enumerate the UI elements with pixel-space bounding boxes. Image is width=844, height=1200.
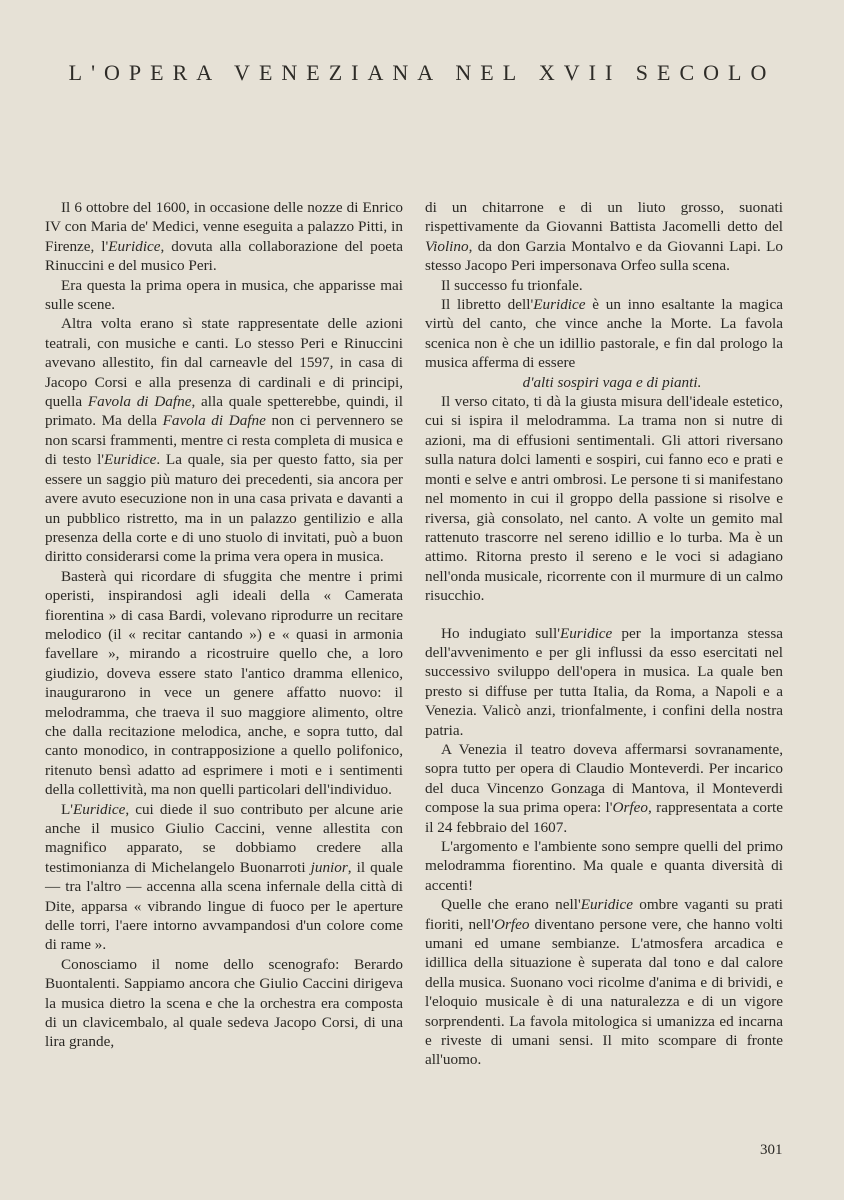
paragraph [425, 295, 783, 373]
left-column [45, 198, 403, 1052]
text-segment: Basterà qui ricordare di sfuggita che mentre i primi operisti, inspirandosi agli ideali della « Camerata fiorentina » di casa Bardi, volevano riprodurre un recitare melodico (il « recitar cantando ») e « quasi in armonia favellare », mirando a ricostruire quello che, a loro giudizio, doveva essere stato l'antico dramma ellenico, inaugurarono in vece un genere affatto nuovo: il melodramma, che traeva il suo maggiore alimento, oltre che dalla recitazione melodica, anche, e sopra tutto, dal canto monodico, in contrapposizione a quello polifonico, ritenuto bensì adatto ad esprimere i moti e i sentimenti della collettività, ma non quelli particolari dell'individuo. [45, 567, 403, 799]
italic-text: Orfeo [493, 915, 530, 933]
italic-text: Favola di Dafne [87, 393, 192, 411]
text-segment: , il quale — tra l'altro — accenna alla scena infernale della città di Dite, apparsa « vibrando lingue di fuoco per le aperture delle torri, l'aere intorno avvampandosi d'un colore come di rame ». [45, 858, 403, 954]
text-segment: Il verso citato, ti dà la giusta misura dell'ideale estetico, cui si ispira il melodramma. La trama non si nutre di azioni, ma di effusioni sentimentali. Gli attori riversano sulla natura dolci lamenti e sospiri, cui fanno eco e prati e monti e selve e antri ombrosi. Le persone ti si manifestano nel momento in cui il groppo della passione si risolve e riversa, già consolato, nel canto. A volte un gemito mal rattenuto trascorre nel sereno idillio e lo turba. Ma è un attimo. Ritorna presto il sereno e le voci si adagiano nell'onda musicale, ricorrente con il murmure di un calmo risucchio. [425, 393, 783, 605]
text-segment: L' [61, 800, 74, 818]
paragraph [45, 198, 403, 276]
paragraph [425, 392, 783, 605]
text-segment: , dovuta alla collaborazione del poeta Rinuccini e del musico Peri. [45, 237, 403, 275]
text-segment: , cui diede il suo contributo per alcune arie anche il musico Giulio Caccini, venne allestita con magnifico apparato, se dobbiamo credere alla testimonianza di Michelangelo Buonarroti [45, 800, 403, 876]
paragraph [425, 837, 783, 895]
text-segment: Ho indugiato sull' [441, 624, 560, 642]
text-segment: Quelle che erano nell' [441, 896, 581, 914]
italic-text: Favola di Dafne [162, 412, 266, 430]
paragraph-gap [425, 606, 783, 624]
paragraph [45, 567, 403, 800]
text-segment: , da don Garzia Montalvo e da Giovanni Lapi. Lo stesso Jacopo Peri impersonava Orfeo sulla scena. [425, 237, 783, 275]
text-segment: , rappresentata a corte il 24 febbraio del 1607. [425, 799, 783, 836]
italic-text: Orfeo [612, 799, 648, 817]
paragraph [425, 198, 783, 276]
text-segment: d'alti sospiri vaga e di pianti. [522, 373, 702, 391]
paragraph [425, 740, 783, 837]
verse-quotation [425, 373, 783, 392]
paragraph [45, 955, 403, 1052]
text-segment: . La quale, sia per questo fatto, sia per essere un saggio più maturo dei precedenti, sia ancora per avere avuto esecuzione non in una casa privata e davanti a un pubblico ristretto, ma in un palazzo gentilizio e alla presenza della corte e di uno stuolo di invitati, può a buon diritto considerarsi come la prima vera opera in musica. [45, 451, 403, 566]
text-segment: Conosciamo il nome dello scenografo: Berardo Buontalenti. Sappiamo ancora che Giulio Caccini dirigeva la musica dietro la scena e che la orchestra era composta di un clavicembalo, al quale sedeva Jacopo Corsi, di una lira grande, [45, 955, 403, 1051]
italic-text: Euridice [559, 624, 613, 642]
italic-text: Violino [425, 237, 469, 255]
text-segment: L'argomento e l'ambiente sono sempre quelli del primo melodramma fiorentino. Ma quale e quanta diversità di accenti! [425, 838, 783, 894]
text-segment: A Venezia il teatro doveva affermarsi sovranamente, sopra tutto per opera di Claudio Monteverdi. Per incarico del duca Vincenzo Gonzaga di Mantova, il Monteverdi compose la sua prima opera: l' [425, 740, 783, 817]
paragraph [45, 800, 403, 955]
text-segment: Altra volta erano sì state rappresentate delle azioni teatrali, con musiche e canti. Lo stesso Peri e Rinuccini avevano allestito, fin dal carneavle del 1597, in casa di Jacopo Corsi e alla presenza di cardinali e di principi, quella [45, 315, 403, 411]
italic-text: junior [310, 858, 348, 876]
running-head: L'OPERA VENEZIANA NEL XVII SECOLO [68, 60, 776, 85]
right-column [425, 198, 783, 1070]
paragraph [425, 895, 783, 1070]
text-segment: ombre vaganti su prati fioriti, nell' [425, 896, 784, 933]
page-number: 301 [760, 1142, 783, 1158]
italic-text: Euridice [104, 451, 157, 469]
text-segment: diventano persone vere, che hanno volti umani ed umane sembianze. L'atmosfera arcadica e idillica della situazione è superata dal tono e dal calore della musica. Suonano voci ricolme d'anima e di brividi, e l'eloquio musicale è di una naturalezza e di un vigore sorprendenti. La favola mitologica si umanizza ed incarna e riveste di umani sensi. Il mito scompare di fronte all'uomo. [425, 915, 783, 1069]
text-segment: di un chitarrone e di un liuto grosso, suonati rispettivamente da Giovanni Battista Jacomelli detto del [425, 199, 783, 236]
text-segment: Il 6 ottobre del 1600, in occasione delle nozze di Enrico IV con Maria de' Medici, venne eseguita a palazzo Pitti, in Firenze, l' [45, 199, 403, 255]
italic-text: Euridice [580, 896, 633, 914]
paragraph [45, 276, 403, 315]
text-segment: è un inno esaltante la magica virtù del canto, che vince anche la Morte. La favola scenica non è che un idillio pastorale, e fin dal prologo la musica afferma di essere [425, 296, 783, 372]
text-segment: Era questa la prima opera in musica, che apparisse mai sulle scene. [45, 276, 403, 314]
text-segment: non ci pervennero se non scarsi frammenti, mentre ci resta completa di musica e di testo l' [45, 412, 404, 469]
italic-text: Euridice [533, 296, 586, 314]
paragraph [425, 624, 783, 740]
text-segment: Il successo fu trionfale. [441, 276, 583, 294]
text-segment: , alla quale spetterebbe, quindi, il primato. Ma della [45, 393, 403, 430]
paragraph [45, 314, 403, 566]
text-segment: per la importanza stessa dell'avvenimento e per gli influssi da esso esercitati nel successivo sviluppo dell'opera in musica. La quale ben presto si diffuse per tutta Italia, da Roma, a Napoli e a Venezia. Valicò anzi, trionfalmente, i confini della nostra patria. [425, 624, 783, 739]
paragraph [425, 276, 783, 295]
italic-text: Euridice [108, 237, 161, 255]
text-segment: Il libretto dell' [441, 296, 534, 314]
italic-text: Euridice [73, 800, 126, 818]
